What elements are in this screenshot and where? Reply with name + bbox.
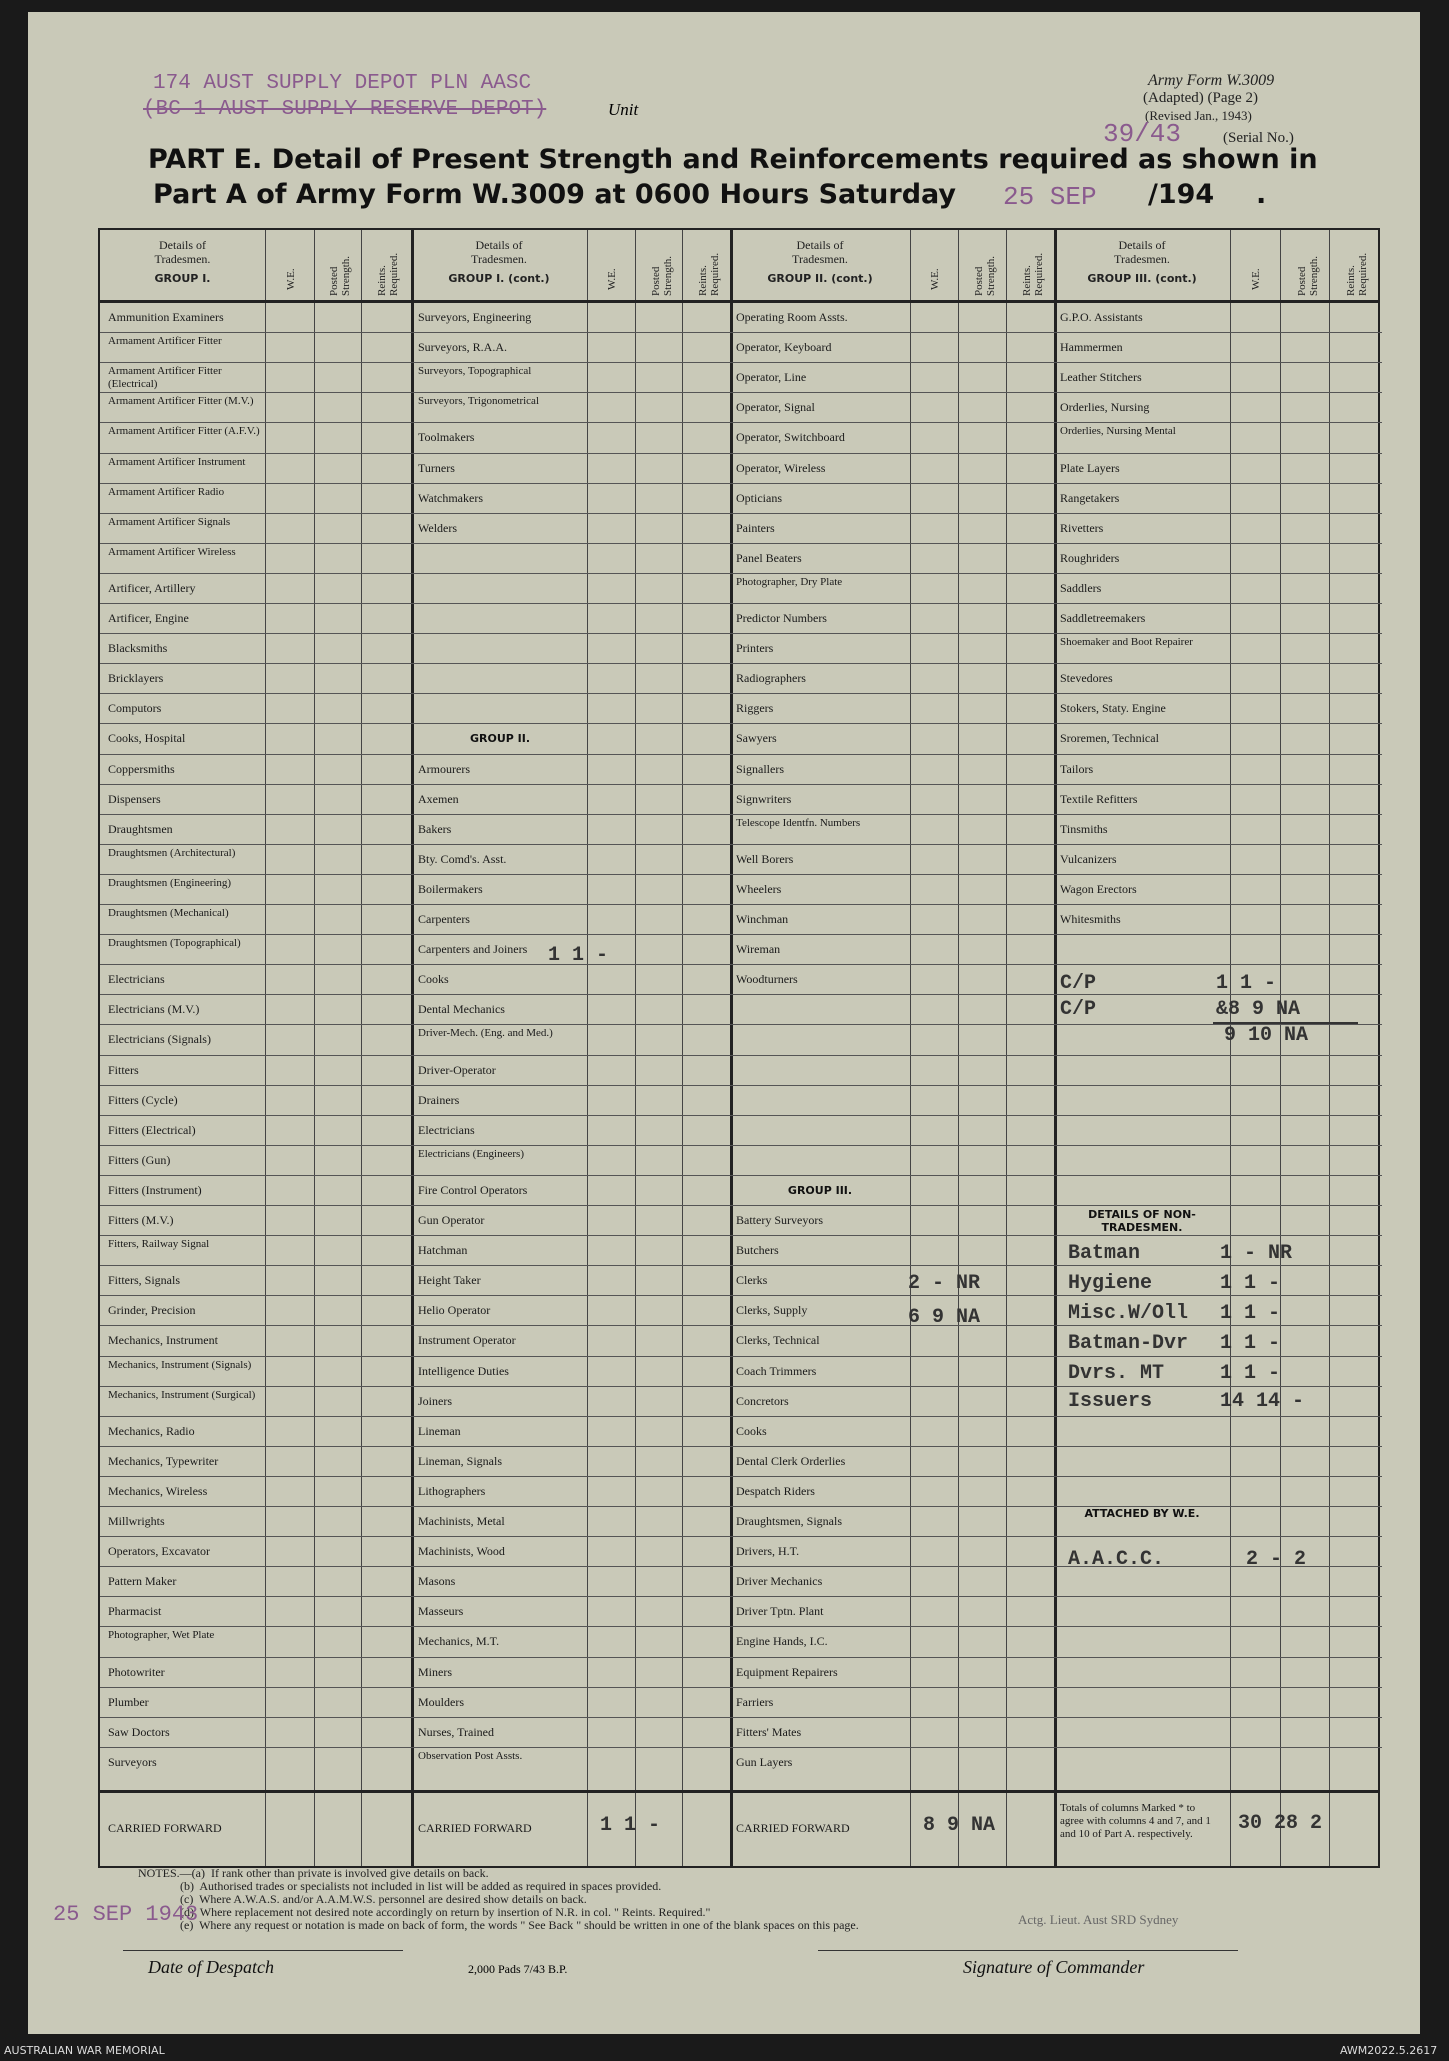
- trade-label: Fitters: [108, 1062, 139, 1077]
- form-name: Army Form W.3009: [1148, 72, 1275, 89]
- trade-label: Armament Artificer Fitter (A.F.V.): [108, 425, 260, 438]
- trade-label: Lineman: [418, 1423, 461, 1438]
- trade-label: Orderlies, Nursing: [1060, 400, 1150, 415]
- unit-stamp-line1: 174 AUST SUPPLY DEPOT PLN AASC: [153, 72, 532, 95]
- issuers-values: 14 14 -: [1220, 1390, 1305, 1413]
- trade-label: Moulders: [418, 1694, 464, 1709]
- trade-label: Photographer, Wet Plate: [108, 1629, 215, 1642]
- trade-label: Pattern Maker: [108, 1574, 177, 1589]
- trade-label: Plate Layers: [1060, 460, 1120, 475]
- trade-label: Rangetakers: [1060, 490, 1120, 505]
- non-tradesmen-heading: DETAILS OF NON-TRADESMEN.: [1088, 1208, 1196, 1234]
- trade-label: Bakers: [418, 821, 452, 836]
- trade-label: Electricians: [418, 1122, 475, 1137]
- we-header: W.E.: [929, 268, 941, 290]
- date-of-despatch-label: Date of Despatch: [148, 1957, 274, 1977]
- reints-header: Reints. Required.: [697, 252, 721, 296]
- trade-label: Plumber: [108, 1694, 149, 1709]
- trade-label: Dental Mechanics: [418, 1002, 505, 1017]
- trade-label: Hammermen: [1060, 340, 1123, 355]
- trade-label: Armament Artificer Wireless: [108, 545, 236, 558]
- trade-label: Draughtsmen (Mechanical): [108, 907, 229, 919]
- carried-forward-2-values: 1 1 -: [600, 1814, 661, 1837]
- trade-label: Dispensers: [108, 791, 161, 806]
- trade-label: Roughriders: [1060, 550, 1120, 565]
- trade-label: Artificer, Engine: [108, 611, 189, 625]
- trade-label: Clerks, Technical: [736, 1333, 820, 1348]
- posted-header: Posted Strength.: [650, 255, 674, 296]
- trade-label: Farriers: [736, 1694, 774, 1709]
- trade-label: Joiners: [418, 1393, 452, 1408]
- trade-label: Radiographers: [736, 671, 806, 686]
- trade-label: Masseurs: [418, 1604, 464, 1619]
- title-year: /194: [1148, 179, 1215, 210]
- trade-label: Operating Room Assts.: [736, 310, 848, 324]
- group-heading: GROUP II.: [469, 732, 531, 746]
- batman: Batman: [1068, 1242, 1141, 1265]
- trade-label: Equipment Repairers: [736, 1664, 838, 1679]
- trade-label: Masons: [418, 1574, 456, 1589]
- col4-header: Details of Tradesmen. GROUP III. (cont.): [1087, 238, 1197, 285]
- posted-header: Posted Strength.: [973, 255, 997, 296]
- issuers: Issuers: [1068, 1390, 1153, 1413]
- trade-label: Photowriter: [108, 1664, 165, 1679]
- trade-label: Operator, Switchboard: [736, 430, 845, 445]
- form-adapted: (Adapted) (Page 2): [1143, 90, 1258, 106]
- trade-label: Cooks, Hospital: [108, 731, 186, 746]
- trade-label: Despatch Riders: [736, 1483, 815, 1498]
- totals-values: 30 28 2: [1238, 1812, 1323, 1835]
- trade-label: Fitters (Gun): [108, 1152, 171, 1167]
- trade-label: Clerks, Supply: [736, 1303, 808, 1318]
- trade-label: Leather Stitchers: [1060, 370, 1142, 385]
- we-header: W.E.: [1250, 268, 1262, 290]
- trade-label: Photographer, Dry Plate: [736, 575, 843, 588]
- trade-label: Watchmakers: [418, 490, 484, 505]
- trade-label: Miners: [418, 1664, 452, 1679]
- trade-label: Well Borers: [736, 851, 794, 866]
- trade-label: Stokers, Staty. Engine: [1060, 701, 1166, 716]
- aacc: A.A.C.C.: [1068, 1548, 1165, 1571]
- trade-label: Electricians (Engineers): [418, 1147, 524, 1160]
- trade-label: Cooks: [418, 972, 449, 987]
- trade-label: Mechanics, Typewriter: [108, 1453, 219, 1468]
- trade-label: Textile Refitters: [1060, 791, 1138, 806]
- trade-label: Electricians: [108, 972, 165, 987]
- carried-forward-1: CARRIED FORWARD: [108, 1821, 222, 1835]
- trade-label: Intelligence Duties: [418, 1363, 509, 1378]
- notes: NOTES.—(a) If rank other than private is involved give details on back. (b) Authorised trades or specialists not included in list will be added as required in spaces provided. (c) Where A.W.A.S. and/or A.A.M.W.S. personnel are desired show details on back. (d) Where replacement not desired note accordingly on return by insertion of N.R. in col. " Reints. Required." (e) Where any request or notation is made on back of form, the words " See Back " should be written in one of the blank spaces on this page.: [138, 1866, 859, 1932]
- trade-label: Draughtsmen: [108, 821, 173, 836]
- form-title-line2: Part A of Army Form W.3009 at 0600 Hours Saturday: [153, 179, 957, 210]
- we-header: W.E.: [285, 268, 297, 290]
- signature-stamp: Actg. Lieut. Aust SRD Sydney: [1018, 1912, 1179, 1927]
- trade-label: Electricians (M.V.): [108, 1002, 200, 1017]
- aacc-values: 2 - 2: [1246, 1548, 1307, 1571]
- trade-label: Fitters, Railway Signal: [108, 1238, 210, 1251]
- trade-label: Opticians: [736, 490, 782, 505]
- attached-heading: ATTACHED BY W.E.: [1084, 1507, 1200, 1520]
- trade-label: Shoemaker and Boot Repairer: [1060, 636, 1193, 649]
- trade-label: Armament Artificer Instrument: [108, 455, 246, 468]
- trade-label: Mechanics, Radio: [108, 1423, 195, 1438]
- trade-label: Cooks: [736, 1423, 767, 1438]
- posted-header: Posted Strength.: [328, 255, 352, 296]
- trade-label: Dental Clerk Orderlies: [736, 1453, 846, 1468]
- trade-label: Printers: [736, 641, 774, 656]
- trade-label: Fitters' Mates: [736, 1724, 802, 1739]
- trade-label: Wheelers: [736, 881, 782, 896]
- trade-label: Turners: [418, 460, 455, 475]
- trade-label: Pharmacist: [108, 1604, 162, 1619]
- trade-label: Battery Surveyors: [736, 1213, 823, 1227]
- cp-total: 9 10 NA: [1224, 1024, 1309, 1047]
- trade-label: G.P.O. Assistants: [1060, 310, 1143, 324]
- trade-label: Lithographers: [418, 1483, 486, 1498]
- trade-label: Saddletreemakers: [1060, 611, 1146, 625]
- print-note: 2,000 Pads 7/43 B.P.: [468, 1962, 568, 1976]
- trade-label: Armament Artificer Fitter (Electrical): [108, 365, 222, 391]
- trade-label: Operator, Line: [736, 370, 807, 385]
- trade-label: Carpenters and Joiners: [418, 942, 528, 957]
- carried-forward-2: CARRIED FORWARD: [418, 1821, 532, 1835]
- trade-label: Fitters (Electrical): [108, 1122, 196, 1137]
- trade-label: Draughtsmen (Topographical): [108, 937, 241, 950]
- col3-header: Details of Tradesmen. GROUP II. (cont.): [767, 238, 873, 285]
- trade-label: Sroremen, Technical: [1060, 731, 1159, 746]
- trade-label: Armament Artificer Fitter (M.V.): [108, 395, 254, 408]
- trade-label: Driver Mechanics: [736, 1574, 823, 1589]
- carried-forward-3-values: 8 9 NA: [923, 1814, 996, 1837]
- trade-label: Toolmakers: [418, 430, 475, 445]
- trade-label: Woodturners: [736, 972, 798, 987]
- trade-label: Axemen: [418, 791, 459, 806]
- trade-label: Bty. Comd's. Asst.: [418, 851, 507, 866]
- unit-label: Unit: [608, 100, 639, 119]
- trade-label: Mechanics, Instrument (Signals): [108, 1358, 252, 1371]
- we-header: W.E.: [606, 268, 618, 290]
- batman-values: 1 - NR: [1220, 1242, 1293, 1265]
- trade-label: Riggers: [736, 701, 774, 716]
- trade-label: Instrument Operator: [418, 1333, 516, 1348]
- trade-label: Surveyors: [108, 1754, 157, 1769]
- trade-label: Mechanics, Wireless: [108, 1483, 208, 1498]
- trade-label: Tinsmiths: [1060, 821, 1108, 836]
- trade-label: Wireman: [736, 942, 781, 957]
- trade-label: Butchers: [736, 1243, 779, 1258]
- trade-label: Driver-Operator: [418, 1062, 496, 1077]
- trade-label: Observation Post Assts.: [418, 1749, 523, 1762]
- misc-values: 1 1 -: [1220, 1302, 1281, 1325]
- trade-label: Fitters (Instrument): [108, 1182, 202, 1197]
- trade-label: Operators, Excavator: [108, 1544, 210, 1559]
- trade-label: Lineman, Signals: [418, 1453, 502, 1468]
- cp-entry-2-values: &8 9 NA: [1216, 998, 1301, 1021]
- dvrs-mt-values: 1 1 -: [1220, 1362, 1281, 1385]
- trade-label: Clerks: [736, 1273, 768, 1288]
- trade-label: Rivetters: [1060, 520, 1104, 535]
- reints-header: Reints. Required.: [376, 252, 400, 296]
- trade-label: Predictor Numbers: [736, 611, 827, 625]
- trade-label: Draughtsmen, Signals: [736, 1514, 842, 1528]
- trade-label: Electricians (Signals): [108, 1032, 211, 1047]
- trade-label: Bricklayers: [108, 671, 164, 686]
- trade-label: Boilermakers: [418, 881, 483, 896]
- trade-label: Signwriters: [736, 791, 792, 806]
- trade-label: Signallers: [736, 761, 784, 776]
- trade-label: Height Taker: [418, 1273, 481, 1288]
- form-page: [28, 12, 1420, 2034]
- trade-label: Artificer, Artillery: [108, 580, 196, 595]
- carpenters-joiners-values: 1 1 -: [548, 944, 609, 967]
- col1-header: Details of Tradesmen. GROUP I.: [154, 238, 211, 285]
- col2-header: Details of Tradesmen. GROUP I. (cont.): [448, 238, 550, 285]
- trade-label: Operator, Wireless: [736, 460, 826, 475]
- posted-header: Posted Strength.: [1296, 255, 1320, 296]
- group-heading: GROUP III.: [787, 1183, 853, 1197]
- trade-label: Panel Beaters: [736, 550, 802, 565]
- trade-label: Saw Doctors: [108, 1724, 170, 1739]
- trade-label: Fitters (Cycle): [108, 1092, 178, 1107]
- hygiene: Hygiene: [1068, 1272, 1153, 1295]
- archive-label-left: AUSTRALIAN WAR MEMORIAL: [4, 2044, 165, 2057]
- trade-label: Mechanics, Instrument (Surgical): [108, 1388, 256, 1401]
- trade-label: Orderlies, Nursing Mental: [1060, 425, 1176, 438]
- trade-label: Operator, Keyboard: [736, 340, 832, 355]
- trade-label: Vulcanizers: [1060, 851, 1117, 866]
- trade-label: Blacksmiths: [108, 641, 168, 656]
- trade-label: Fitters (M.V.): [108, 1213, 174, 1227]
- trade-label: Mechanics, M.T.: [418, 1634, 500, 1649]
- serial-number: 39/43: [1103, 119, 1182, 149]
- cp-entry-1-values: 1 1 -: [1216, 972, 1277, 995]
- title-date-stamp: 25 SEP: [1003, 182, 1097, 212]
- trade-label: Coach Trimmers: [736, 1363, 817, 1378]
- trade-label: Telescope Identfn. Numbers: [736, 816, 861, 829]
- serial-label: (Serial No.): [1223, 130, 1294, 146]
- trade-label: Driver-Mech. (Eng. and Med.): [418, 1027, 553, 1040]
- trade-label: Armament Artificer Radio: [108, 485, 225, 498]
- trade-label: Whitesmiths: [1060, 912, 1121, 926]
- trade-label: Stevedores: [1060, 671, 1113, 686]
- trade-label: Grinder, Precision: [108, 1303, 196, 1318]
- trade-label: Millwrights: [108, 1514, 165, 1528]
- trade-label: Tailors: [1060, 761, 1094, 776]
- trade-label: Computors: [108, 701, 162, 716]
- misc: Misc.W/Oll: [1068, 1302, 1189, 1325]
- trade-label: Hatchman: [418, 1243, 468, 1258]
- cp-entry-1: C/P: [1060, 972, 1097, 995]
- unit-stamp-line2: (BC 1 AUST SUPPLY RESERVE DEPOT): [143, 98, 547, 121]
- trade-label: Machinists, Wood: [418, 1544, 505, 1559]
- trade-label: Surveyors, R.A.A.: [418, 340, 507, 355]
- batman-dvr: Batman-Dvr: [1068, 1332, 1189, 1355]
- totals-note: Totals of columns Marked * to agree with columns 4 and 7, and 1 and 10 of Part A. respectively.: [1060, 1802, 1211, 1840]
- carried-forward-3: CARRIED FORWARD: [736, 1821, 850, 1835]
- trade-label: Wagon Erectors: [1060, 881, 1137, 896]
- trade-label: Draughtsmen (Engineering): [108, 876, 232, 889]
- trade-label: Operator, Signal: [736, 400, 815, 415]
- trade-label: Sawyers: [736, 731, 777, 746]
- trade-label: Surveyors, Trigonometrical: [418, 395, 539, 408]
- clerks-supply-values: 6 9 NA: [908, 1306, 981, 1329]
- form-title-line1: PART E. Detail of Present Strength and Reinforcements required as shown in: [148, 144, 1318, 175]
- trade-label: Armament Artificer Fitter: [108, 335, 222, 348]
- trade-label: Saddlers: [1060, 580, 1102, 595]
- trade-label: Carpenters: [418, 912, 470, 926]
- trade-label: Ammunition Examiners: [108, 310, 224, 324]
- despatch-date-stamp: 25 SEP 1943: [53, 1902, 199, 1927]
- trade-label: Painters: [736, 520, 775, 535]
- signature-label: Signature of Commander: [963, 1957, 1145, 1977]
- form-revised: (Revised Jan., 1943): [1145, 108, 1252, 123]
- batman-dvr-values: 1 1 -: [1220, 1332, 1281, 1355]
- title-dot: .: [1256, 179, 1267, 210]
- trade-label: Winchman: [736, 912, 789, 926]
- trade-label: Drainers: [418, 1092, 460, 1107]
- trade-label: Draughtsmen (Architectural): [108, 846, 236, 859]
- trade-label: Fitters, Signals: [108, 1273, 181, 1288]
- trade-label: Mechanics, Instrument: [108, 1333, 218, 1348]
- cp-entry-2: C/P: [1060, 998, 1097, 1021]
- trade-label: Surveyors, Engineering: [418, 310, 532, 324]
- trade-label: Drivers, H.T.: [736, 1544, 800, 1559]
- hygiene-values: 1 1 -: [1220, 1272, 1281, 1295]
- trade-label: Coppersmiths: [108, 761, 175, 776]
- trade-label: Driver Tptn. Plant: [736, 1604, 824, 1619]
- trade-label: Gun Layers: [736, 1754, 793, 1769]
- dvrs-mt: Dvrs. MT: [1068, 1362, 1165, 1385]
- trade-label: Engine Hands, I.C.: [736, 1634, 828, 1649]
- butchers-values: 2 - NR: [908, 1272, 981, 1295]
- reints-header: Reints. Required.: [1021, 252, 1045, 296]
- trade-label: Nurses, Trained: [418, 1724, 495, 1739]
- trade-label: Armament Artificer Signals: [108, 515, 231, 528]
- trade-label: Welders: [418, 520, 458, 535]
- trade-label: Armourers: [418, 761, 470, 776]
- archive-label-right: AWM2022.5.2617: [1340, 2044, 1438, 2057]
- trade-label: Helio Operator: [418, 1303, 491, 1318]
- trade-label: Gun Operator: [418, 1213, 485, 1227]
- trade-label: Fire Control Operators: [418, 1182, 528, 1197]
- trade-label: Surveyors, Topographical: [418, 365, 532, 378]
- tradesmen-table: [98, 228, 1380, 1868]
- trade-label: Machinists, Metal: [418, 1514, 505, 1528]
- trade-label: Concretors: [736, 1393, 789, 1408]
- reints-header: Reints. Required.: [1345, 252, 1369, 296]
